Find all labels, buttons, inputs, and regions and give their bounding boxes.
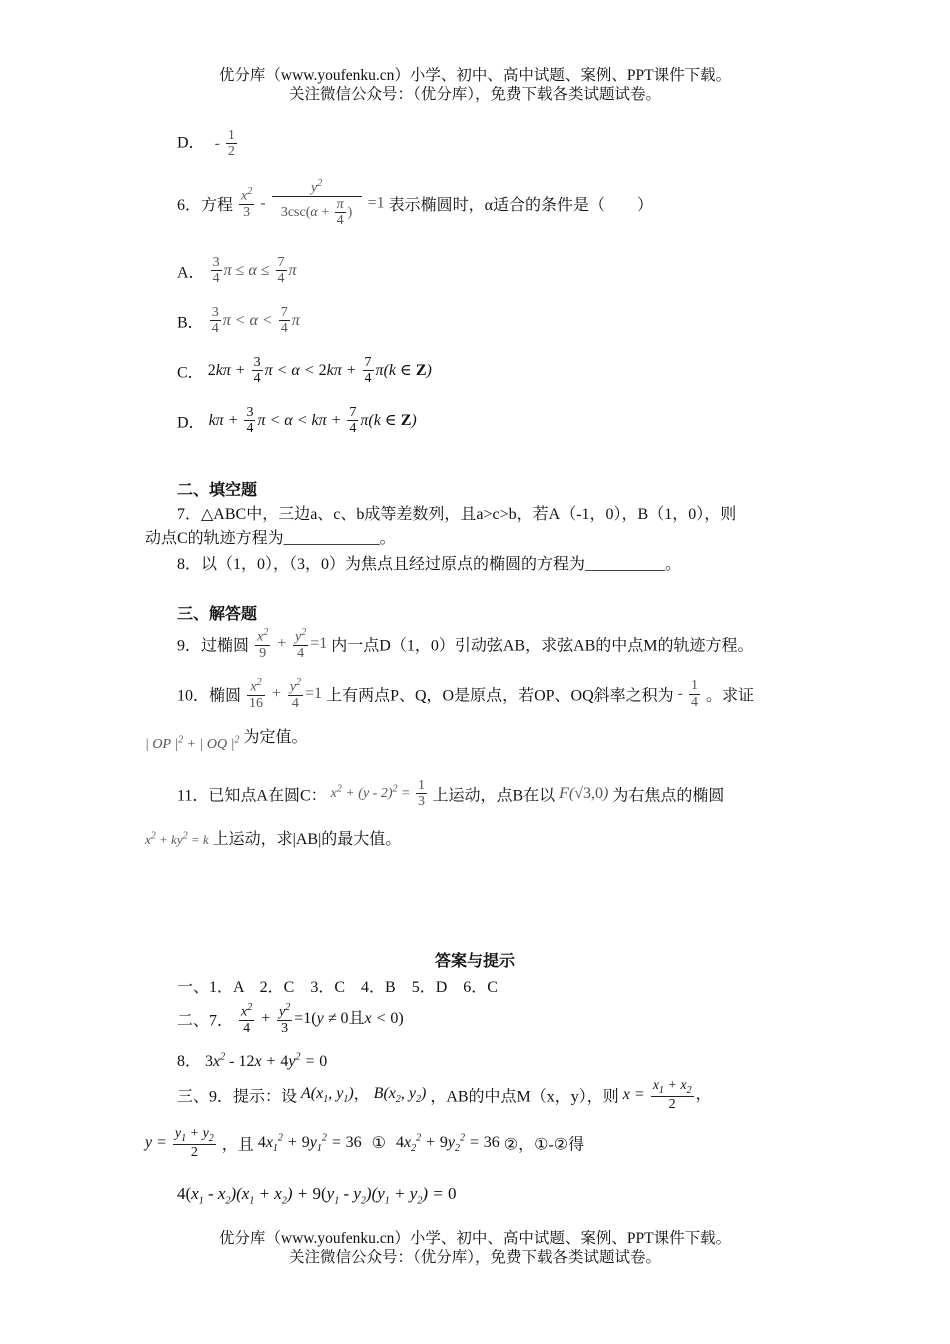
header-line-2: 关注微信公众号：（优分库），免费下载各类试题试卷。 (288, 86, 661, 103)
section-2-heading: 二、填空题 (177, 482, 258, 499)
header-line-1: 优分库（www.youfenku.cn）小学、初中、高中试题、案例、PPT课件下载。 (218, 67, 732, 84)
page-header (0, 66, 950, 104)
page-footer (0, 1229, 950, 1267)
question-10-line-2: | OP $|^2$ + | OQ $|^2$ 为定值。 (145, 729, 308, 752)
question-10: 10．椭圆 $\frac{x^2}{16}$ + $\frac{y^2}{4}$ =1 上有两点P、Q，O是原点，若OP、OQ斜率之积为 - $\frac{1}{4}$ 。求证 (177, 677, 754, 712)
question-9: 9．过椭圆 $\frac{x^2}{9}$ + $\frac{y^2}{4}$ =1 内一点D（1，0）引动弦AB，求弦AB的中点M的轨迹方程。 (177, 627, 754, 662)
q6-option-c: C． 2kπ + $\frac{3}{4}$ π < α < 2kπ + $\frac{7}{4}$ π(k ∈ Z) (177, 355, 432, 387)
question-7-line-1: 7．△ABC中，三边a、c、b成等差数列，且a>c>b，若A（-1，0），B（1，0），则 (177, 506, 737, 523)
q6-option-b: B． $\frac{3}{4}$ π < α < $\frac{7}{4}$ π (177, 305, 300, 337)
answers-row-3: 8． $3x^2 - 12x + 4y^2 = 0$ (177, 1051, 328, 1070)
q5-option-d (177, 128, 239, 160)
footer-line-1: 优分库（www.youfenku.cn）小学、初中、高中试题、案例、PPT课件下载。 (218, 1230, 732, 1247)
q6-equation-y-term: $y^2$ 3csc(α + $\frac{\pi}{4}$ ) (272, 178, 362, 229)
answers-row-5: y = $\frac{y_1 + y_2}{2}$ ，且 $4x_1^2 + 9y_1^2 = 36$ ① $4x_2^2 + 9y_2^2 = 36$ ②，①-②得 (145, 1126, 585, 1160)
question-7-line-2: 动点C的轨迹方程为____________。 (145, 530, 396, 547)
answers-row-1: 一、1．A 2．C 3．C 4．B 5．D 6．C (177, 979, 498, 996)
q6-prefix: 6．方程 (177, 196, 234, 214)
q6-option-a: A． $\frac{3}{4}$ π ≤ α ≤ $\frac{7}{4}$ π (177, 255, 297, 287)
fraction: $\frac{1}{2}$ (227, 128, 235, 160)
answers-row-4: 三、9．提示：设 $A(x_1$, $y_1$)， $B(x_2$, $y_2$) ，AB的中点M（x，y），则 x = $\frac{x_1 + x_2}{2}$ ， (177, 1078, 712, 1112)
question-8: 8．以（1，0），（3，0）为焦点且经过原点的椭圆的方程为__________。 (177, 556, 682, 573)
footer-line-2: 关注微信公众号：（优分库），免费下载各类试题试卷。 (288, 1249, 661, 1266)
question-11: 11．已知点A在圆C： $x^2 + (y - 2)^2$ = $\frac{1}{3}$ 上运动，点B在以 F(√3,0) 为右焦点的椭圆 (177, 778, 725, 810)
question-6: 6．方程 $\frac{x^2}{3}$ - $y^2$ 3csc(α + $\frac{\pi}{4}$ ) =1 表示椭圆时，α适合的条件是（ ） (177, 178, 653, 229)
minus-sign: - (214, 134, 220, 152)
q6-tail: 表示椭圆时，α适合的条件是（ ） (388, 196, 653, 214)
q6-equation-x-term: $\frac{x^2}{3}$ (241, 186, 253, 221)
question-11-line-2: $x^2 + ky^2 = k$ 上运动，求|AB|的最大值。 (145, 830, 402, 848)
option-label: D． (177, 134, 205, 152)
answers-title: 答案与提示 (434, 953, 515, 970)
answers-row-6: $4(x_1 - x_2)(x_1 + x_2) + 9(y_1 - y_2)(y_1 + y_2) = 0$ (177, 1184, 457, 1207)
answers-row-2: 二、7． $\frac{x^2}{4}$ + $\frac{y^2}{3}$ =1(y ≠ 0且x < 0) (177, 1002, 404, 1037)
q6-option-d: D． kπ + $\frac{3}{4}$ π < α < kπ + $\frac{7}{4}$ π(k ∈ Z) (177, 405, 417, 437)
section-3-heading: 三、解答题 (177, 606, 258, 623)
